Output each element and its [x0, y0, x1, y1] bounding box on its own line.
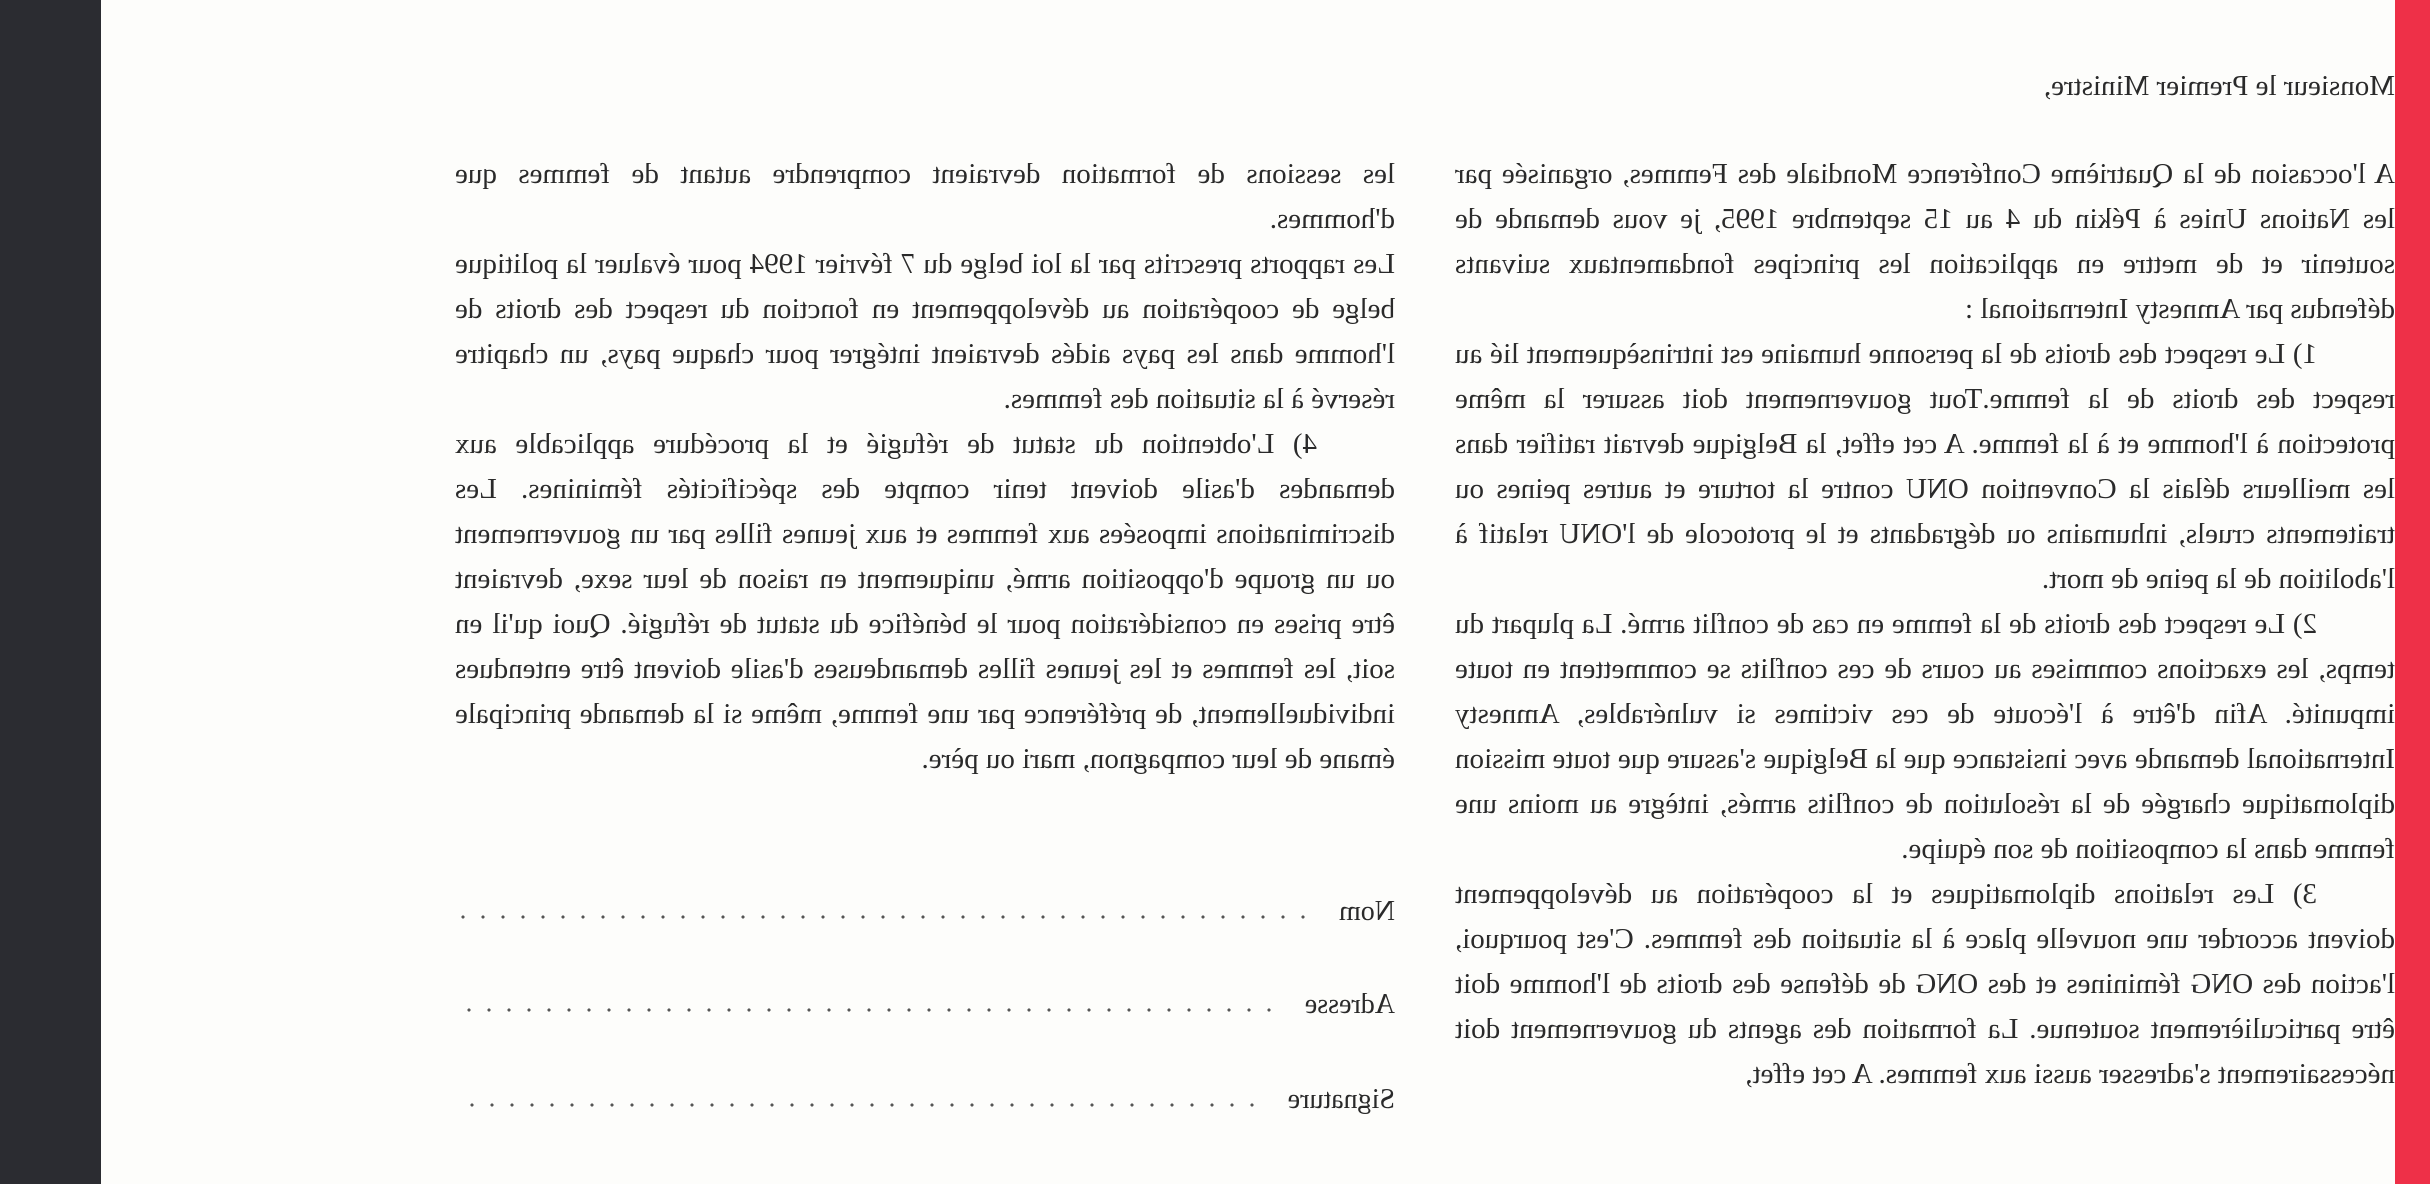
signature-label: Signature	[1287, 1084, 1395, 1115]
signature-dotted-line[interactable]	[455, 1102, 1262, 1108]
mirrored-letter-page	[101, 0, 2395, 1184]
address-dotted-line[interactable]	[455, 1007, 1279, 1013]
address-field[interactable]	[455, 985, 1395, 1025]
letter-column-first	[1455, 152, 2395, 1097]
address-label: Adresse	[1304, 989, 1395, 1020]
name-dotted-line[interactable]	[455, 914, 1313, 920]
principle-3-paragraph: 3) Les relations diplomatiques et la coopération au développement doivent accorder une nouvelle place à la situation des femmes. C'est pourquoi, l'action des ONG féminines et des ONG de défense des droits de l'homme doit être particulièrement soutenue. La formation des agents du gouvernement doit nécessairement s'adresser aussi aux femmes. A cet effet,	[1455, 878, 2395, 1090]
name-field[interactable]	[455, 892, 1395, 932]
principle-2-paragraph: 2) Le respect des droits de la femme en cas de conflit armé. La plupart du temps, les exactions commises au cours de ces conflits se commettent en toute impunité. Afin d'être à l'écoute de ces victimes si vulnérables, Amnesty International demande avec insistance que la Belgique s'assure que toute mission diplomatique chargée de la résolution de conflits armés, intègre au moins une femme dans la composition de son équipe.	[1455, 608, 2395, 865]
left-dark-border	[0, 0, 101, 1184]
principle-4-paragraph: 4) L'obtention du statut de réfugié et la procédure applicable aux demandes d'asile doivent tenir compte des spécificités féminines. Les discriminations imposées aux femmes et aux jeunes filles par un gouvernement ou un groupe d'opposition armé, uniquement en raison de leur sexe, devraient être prises en considération pour le bénéfice du statut de réfugié. Quoi qu'il en soit, les femmes et les jeunes filles demandeuses d'asile doivent être entendues individuellement, de préférence par une femme, même si la demande principale émane de leur compagnon, mari ou père.	[455, 428, 1395, 775]
letter-column-second	[455, 152, 1395, 782]
right-red-border	[2395, 0, 2430, 1184]
training-continuation-paragraph: les sessions de formation devraient comprendre autant de femmes que d'hommes.	[455, 158, 1395, 235]
salutation: Monsieur le Premier Ministre,	[2043, 70, 2395, 102]
reports-paragraph: Les rapports prescrits par la loi belge du 7 février 1994 pour évaluer la politique belge de coopération au développement en fonction du respect des droits de l'homme dans les pays aidés devraient intégrer pour chaque pays, un chapitre réservé à la situation des femmes.	[455, 248, 1395, 415]
signature-field[interactable]	[455, 1080, 1395, 1120]
name-label: Nom	[1339, 896, 1395, 927]
intro-paragraph: A l'occasion de la Quatrième Conférence Mondiale des Femmes, organisée par les Nations Unies à Pékin du 4 au 15 septembre 1995, je vous demande de soutenir et de mettre en application les principes fondamentaux suivants défendus par Amnesty International :	[1455, 158, 2395, 325]
principle-1-paragraph: 1) Le respect des droits de la personne humaine est intrinsèquement lié au respect des droits de la femme.Tout gouvernement doit assurer la même protection à l'homme et à la femme. A cet effet, la Belgique devrait ratifier dans les meilleurs délais la Convention ONU contre la torture et autres peines ou traitements cruels, inhumains ou dégradants et le protocole de l'ONU relatif à l'abolition de la peine de mort.	[1455, 338, 2395, 595]
